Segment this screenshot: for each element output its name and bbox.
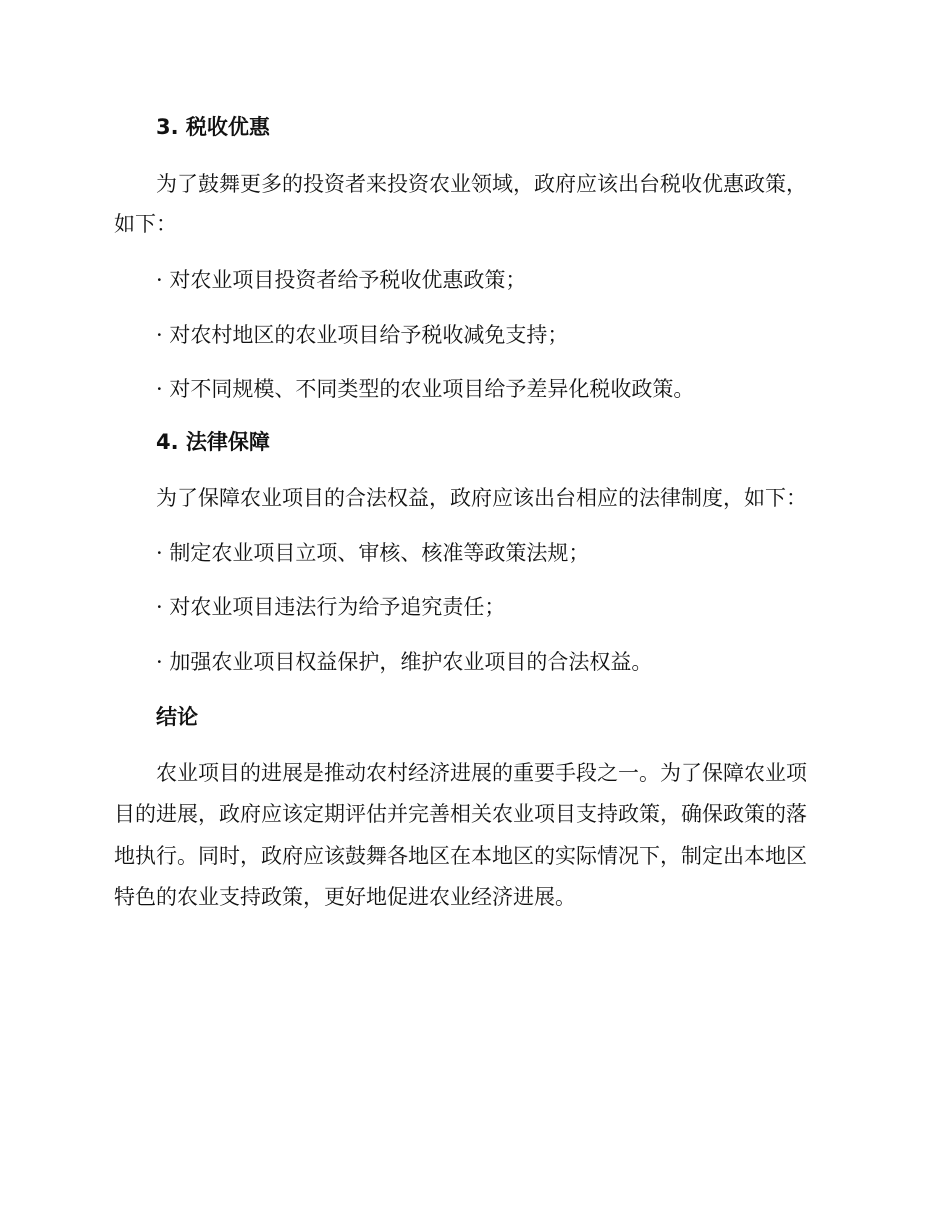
legal-bullet-item: · 对农业项目违法行为给予追究责任； bbox=[156, 595, 506, 619]
conclusion-line: 特色的农业支持政策，更好地促进农业经济进展。 bbox=[114, 885, 576, 909]
tax-bullet-item: · 对农业项目投资者给予税收优惠政策； bbox=[156, 268, 527, 292]
tax-intro-line-2: 如下： bbox=[114, 212, 177, 236]
legal-intro: 为了保障农业项目的合法权益，政府应该出台相应的法律制度，如下： bbox=[156, 486, 807, 510]
tax-bullet-item: · 对农村地区的农业项目给予税收减免支持； bbox=[156, 323, 569, 347]
conclusion-line: 目的进展，政府应该定期评估并完善相关农业项目支持政策，确保政策的落 bbox=[114, 802, 807, 826]
legal-bullet-item: · 加强农业项目权益保护，维护农业项目的合法权益。 bbox=[156, 650, 653, 674]
section-heading-tax: 3. 税收优惠 bbox=[156, 115, 270, 139]
conclusion-line: 地执行。同时，政府应该鼓舞各地区在本地区的实际情况下，制定出本地区 bbox=[114, 844, 807, 868]
tax-bullet-item: · 对不同规模、不同类型的农业项目给予差异化税收政策。 bbox=[156, 377, 695, 401]
section-heading-conclusion: 结论 bbox=[156, 705, 198, 729]
legal-bullet-item: · 制定农业项目立项、审核、核准等政策法规； bbox=[156, 541, 590, 565]
tax-intro-line-1: 为了鼓舞更多的投资者来投资农业领域，政府应该出台税收优惠政策， bbox=[156, 172, 807, 196]
section-heading-legal: 4. 法律保障 bbox=[156, 430, 270, 454]
conclusion-line: 农业项目的进展是推动农村经济进展的重要手段之一。为了保障农业项 bbox=[156, 761, 807, 785]
